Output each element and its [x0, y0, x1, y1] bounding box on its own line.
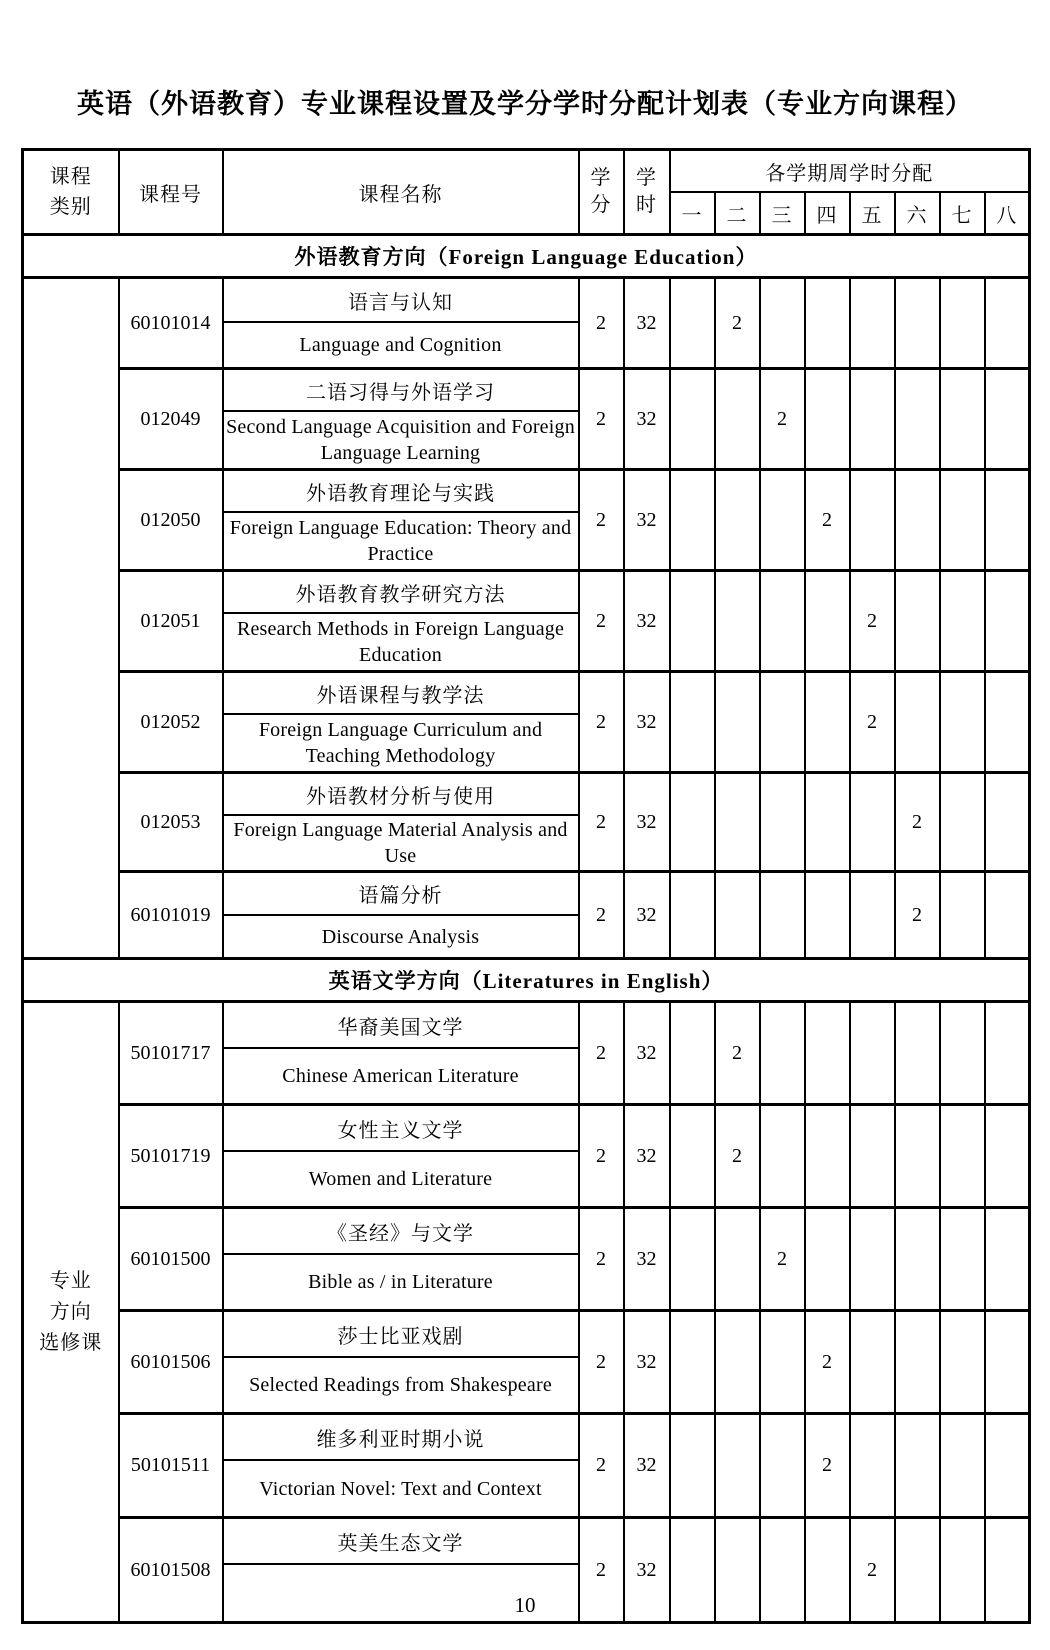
- semester-cell: [760, 672, 805, 773]
- category-cell-empty: [23, 278, 119, 959]
- semester-cell: [715, 672, 760, 773]
- semester-cell: [985, 1311, 1030, 1414]
- section-title: 外语教育方向（Foreign Language Education）: [23, 235, 1030, 278]
- semester-cell: [850, 1311, 895, 1414]
- semester-cell: [760, 1105, 805, 1208]
- course-name-cn: 语篇分析: [223, 872, 579, 916]
- hours-cell: 32: [624, 1414, 670, 1518]
- semester-cell: [715, 369, 760, 470]
- header-sem-5: 五: [850, 192, 895, 235]
- semester-cell: [985, 571, 1030, 672]
- semester-cell: [760, 470, 805, 571]
- semester-cell: [850, 1002, 895, 1105]
- course-schedule-table: [21, 148, 1031, 1624]
- semester-cell: [850, 278, 895, 369]
- semester-cell: 2: [715, 1105, 760, 1208]
- semester-cell: [805, 773, 850, 872]
- course-name-en: Bible as / in Literature: [223, 1254, 579, 1311]
- semester-cell: [760, 571, 805, 672]
- hours-cell: 32: [624, 571, 670, 672]
- course-name-en: Language and Cognition: [223, 322, 579, 369]
- section-header-foreign-language-education: [23, 235, 1030, 278]
- header-credits: 学分: [579, 150, 624, 235]
- hours-cell: 32: [624, 278, 670, 369]
- semester-cell: [895, 1002, 940, 1105]
- semester-cell: [670, 369, 715, 470]
- semester-cell: [670, 872, 715, 959]
- semester-cell: [670, 571, 715, 672]
- semester-cell: [940, 369, 985, 470]
- semester-cell: [940, 1414, 985, 1518]
- credits-cell: 2: [579, 672, 624, 773]
- semester-cell: [805, 1002, 850, 1105]
- semester-cell: [895, 1105, 940, 1208]
- course-name-en: Foreign Language Material Analysis and Use: [223, 815, 579, 872]
- credits-cell: 2: [579, 369, 624, 470]
- course-code-cell: 50101719: [119, 1105, 223, 1208]
- hours-cell: 32: [624, 1105, 670, 1208]
- semester-cell: 2: [715, 1002, 760, 1105]
- header-sem-2: 二: [715, 192, 760, 235]
- semester-cell: [715, 773, 760, 872]
- semester-cell: [850, 369, 895, 470]
- semester-cell: [805, 1105, 850, 1208]
- table-row: [23, 672, 1030, 715]
- semester-cell: [895, 1208, 940, 1311]
- header-course-name: 课程名称: [223, 150, 579, 235]
- semester-cell: 2: [760, 1208, 805, 1311]
- hours-cell: 32: [624, 1311, 670, 1414]
- course-name-cn: 外语教材分析与使用: [223, 773, 579, 816]
- semester-cell: [670, 1311, 715, 1414]
- course-name-cn: 英美生态文学: [223, 1518, 579, 1565]
- course-name-en: Foreign Language Education: Theory and Practice: [223, 512, 579, 571]
- course-name-en: Chinese American Literature: [223, 1048, 579, 1105]
- semester-cell: [985, 1002, 1030, 1105]
- credits-cell: 2: [579, 1311, 624, 1414]
- semester-cell: [715, 1414, 760, 1518]
- semester-cell: [985, 369, 1030, 470]
- semester-cell: 2: [805, 1311, 850, 1414]
- semester-cell: [940, 571, 985, 672]
- semester-cell: 2: [760, 369, 805, 470]
- semester-cell: [895, 1414, 940, 1518]
- semester-cell: [940, 1002, 985, 1105]
- course-name-en: Selected Readings from Shakespeare: [223, 1357, 579, 1414]
- semester-cell: [985, 470, 1030, 571]
- semester-cell: [670, 672, 715, 773]
- semester-cell: [670, 278, 715, 369]
- course-code-cell: 012053: [119, 773, 223, 872]
- semester-cell: [670, 1105, 715, 1208]
- hours-cell: 32: [624, 872, 670, 959]
- table-row: [23, 872, 1030, 916]
- course-code-cell: 60101014: [119, 278, 223, 369]
- table-row: [23, 278, 1030, 323]
- semester-cell: [670, 1002, 715, 1105]
- semester-cell: [715, 470, 760, 571]
- header-sem-1: 一: [670, 192, 715, 235]
- semester-cell: [760, 872, 805, 959]
- course-code-cell: 60101506: [119, 1311, 223, 1414]
- semester-cell: [940, 872, 985, 959]
- credits-cell: 2: [579, 773, 624, 872]
- credits-cell: 2: [579, 1002, 624, 1105]
- semester-cell: 2: [805, 1414, 850, 1518]
- table-row: [23, 470, 1030, 513]
- semester-cell: [985, 278, 1030, 369]
- semester-cell: [985, 672, 1030, 773]
- course-name-en: Foreign Language Curriculum and Teaching Methodology: [223, 714, 579, 773]
- semester-cell: [715, 872, 760, 959]
- semester-cell: [940, 773, 985, 872]
- course-name-cn: 二语习得与外语学习: [223, 369, 579, 412]
- semester-cell: [985, 1208, 1030, 1311]
- table-header-row: [23, 150, 1030, 193]
- semester-cell: [670, 1208, 715, 1311]
- semester-cell: [805, 571, 850, 672]
- hours-cell: 32: [624, 1208, 670, 1311]
- semester-cell: [760, 1002, 805, 1105]
- header-weekly-hours: 各学期周学时分配: [670, 150, 1030, 193]
- semester-cell: [940, 1105, 985, 1208]
- semester-cell: [940, 1311, 985, 1414]
- semester-cell: [895, 369, 940, 470]
- course-name-en: Discourse Analysis: [223, 915, 579, 959]
- course-code-cell: 50101511: [119, 1414, 223, 1518]
- section-title: 英语文学方向（Literatures in English）: [23, 959, 1030, 1002]
- semester-cell: [940, 1208, 985, 1311]
- semester-cell: [760, 773, 805, 872]
- credits-cell: 2: [579, 1105, 624, 1208]
- table-row: [23, 773, 1030, 816]
- course-name-en: Victorian Novel: Text and Context: [223, 1460, 579, 1518]
- table-row: [23, 571, 1030, 614]
- credits-cell: 2: [579, 278, 624, 369]
- curriculum-table: [21, 148, 1034, 1581]
- semester-cell: [850, 1105, 895, 1208]
- semester-cell: [760, 1414, 805, 1518]
- header-sem-3: 三: [760, 192, 805, 235]
- semester-cell: 2: [895, 872, 940, 959]
- semester-cell: [940, 278, 985, 369]
- header-course-code: 课程号: [119, 150, 223, 235]
- hours-cell: 32: [624, 1518, 670, 1623]
- semester-cell: [760, 278, 805, 369]
- semester-cell: [805, 278, 850, 369]
- semester-cell: 2: [715, 278, 760, 369]
- semester-cell: [895, 1311, 940, 1414]
- course-code-cell: 60101508: [119, 1518, 223, 1623]
- header-sem-7: 七: [940, 192, 985, 235]
- course-name-cn: 《圣经》与文学: [223, 1208, 579, 1255]
- semester-cell: [895, 278, 940, 369]
- credits-cell: 2: [579, 1518, 624, 1623]
- course-name-cn: 华裔美国文学: [223, 1002, 579, 1049]
- semester-cell: [985, 872, 1030, 959]
- credits-cell: 2: [579, 1414, 624, 1518]
- course-name-cn: 外语课程与教学法: [223, 672, 579, 715]
- hours-cell: 32: [624, 1002, 670, 1105]
- course-code-cell: 50101717: [119, 1002, 223, 1105]
- semester-cell: [850, 872, 895, 959]
- course-code-cell: 60101019: [119, 872, 223, 959]
- hours-cell: 32: [624, 470, 670, 571]
- header-sem-6: 六: [895, 192, 940, 235]
- credits-cell: 2: [579, 1208, 624, 1311]
- semester-cell: 2: [850, 1518, 895, 1623]
- credits-cell: 2: [579, 571, 624, 672]
- course-code-cell: 012051: [119, 571, 223, 672]
- table-row: [23, 1208, 1030, 1255]
- semester-cell: [670, 1414, 715, 1518]
- page-number: 10: [514, 1593, 536, 1617]
- semester-cell: [670, 773, 715, 872]
- semester-cell: [985, 773, 1030, 872]
- page-title: 英语（外语教育）专业课程设置及学分学时分配计划表（专业方向课程）: [77, 89, 973, 119]
- semester-cell: 2: [850, 672, 895, 773]
- semester-cell: [895, 470, 940, 571]
- semester-cell: [940, 470, 985, 571]
- table-row: [23, 1518, 1030, 1565]
- semester-cell: [805, 1208, 850, 1311]
- semester-cell: [715, 571, 760, 672]
- semester-cell: [850, 773, 895, 872]
- course-name-cn: 莎士比亚戏剧: [223, 1311, 579, 1358]
- header-category: 课程类别: [23, 150, 119, 235]
- course-code-cell: 60101500: [119, 1208, 223, 1311]
- course-code-cell: 012050: [119, 470, 223, 571]
- hours-cell: 32: [624, 672, 670, 773]
- semester-cell: 2: [805, 470, 850, 571]
- semester-cell: [760, 1311, 805, 1414]
- table-row: [23, 369, 1030, 412]
- credits-cell: 2: [579, 872, 624, 959]
- semester-cell: 2: [850, 571, 895, 672]
- course-name-cn: 维多利亚时期小说: [223, 1414, 579, 1461]
- course-name-en: Research Methods in Foreign Language Education: [223, 613, 579, 672]
- semester-cell: [670, 470, 715, 571]
- semester-cell: [985, 1414, 1030, 1518]
- credits-cell: 2: [579, 470, 624, 571]
- semester-cell: [850, 1414, 895, 1518]
- table-row: [23, 1311, 1030, 1358]
- header-hours: 学时: [624, 150, 670, 235]
- course-name-cn: 女性主义文学: [223, 1105, 579, 1152]
- header-sem-4: 四: [805, 192, 850, 235]
- semester-cell: [805, 872, 850, 959]
- semester-cell: [805, 672, 850, 773]
- header-sem-8: 八: [985, 192, 1030, 235]
- course-name-cn: 外语教育教学研究方法: [223, 571, 579, 614]
- table-row: [23, 1414, 1030, 1461]
- semester-cell: [985, 1105, 1030, 1208]
- semester-cell: [940, 672, 985, 773]
- course-name-en: Second Language Acquisition and Foreign Language Learning: [223, 411, 579, 470]
- table-row: [23, 1002, 1030, 1049]
- table-row: [23, 1105, 1030, 1152]
- course-name-cn: 语言与认知: [223, 278, 579, 323]
- semester-cell: [805, 369, 850, 470]
- semester-cell: [850, 470, 895, 571]
- course-name-cn: 外语教育理论与实践: [223, 470, 579, 513]
- semester-cell: [895, 672, 940, 773]
- hours-cell: 32: [624, 369, 670, 470]
- semester-cell: [850, 1208, 895, 1311]
- semester-cell: [715, 1208, 760, 1311]
- course-code-cell: 012049: [119, 369, 223, 470]
- category-cell-elective: 专业 方向 选修课: [23, 1002, 119, 1623]
- semester-cell: [715, 1311, 760, 1414]
- course-name-en: Women and Literature: [223, 1151, 579, 1208]
- course-code-cell: 012052: [119, 672, 223, 773]
- section-header-literatures-in-english: [23, 959, 1030, 1002]
- semester-cell: [895, 571, 940, 672]
- semester-cell: 2: [895, 773, 940, 872]
- hours-cell: 32: [624, 773, 670, 872]
